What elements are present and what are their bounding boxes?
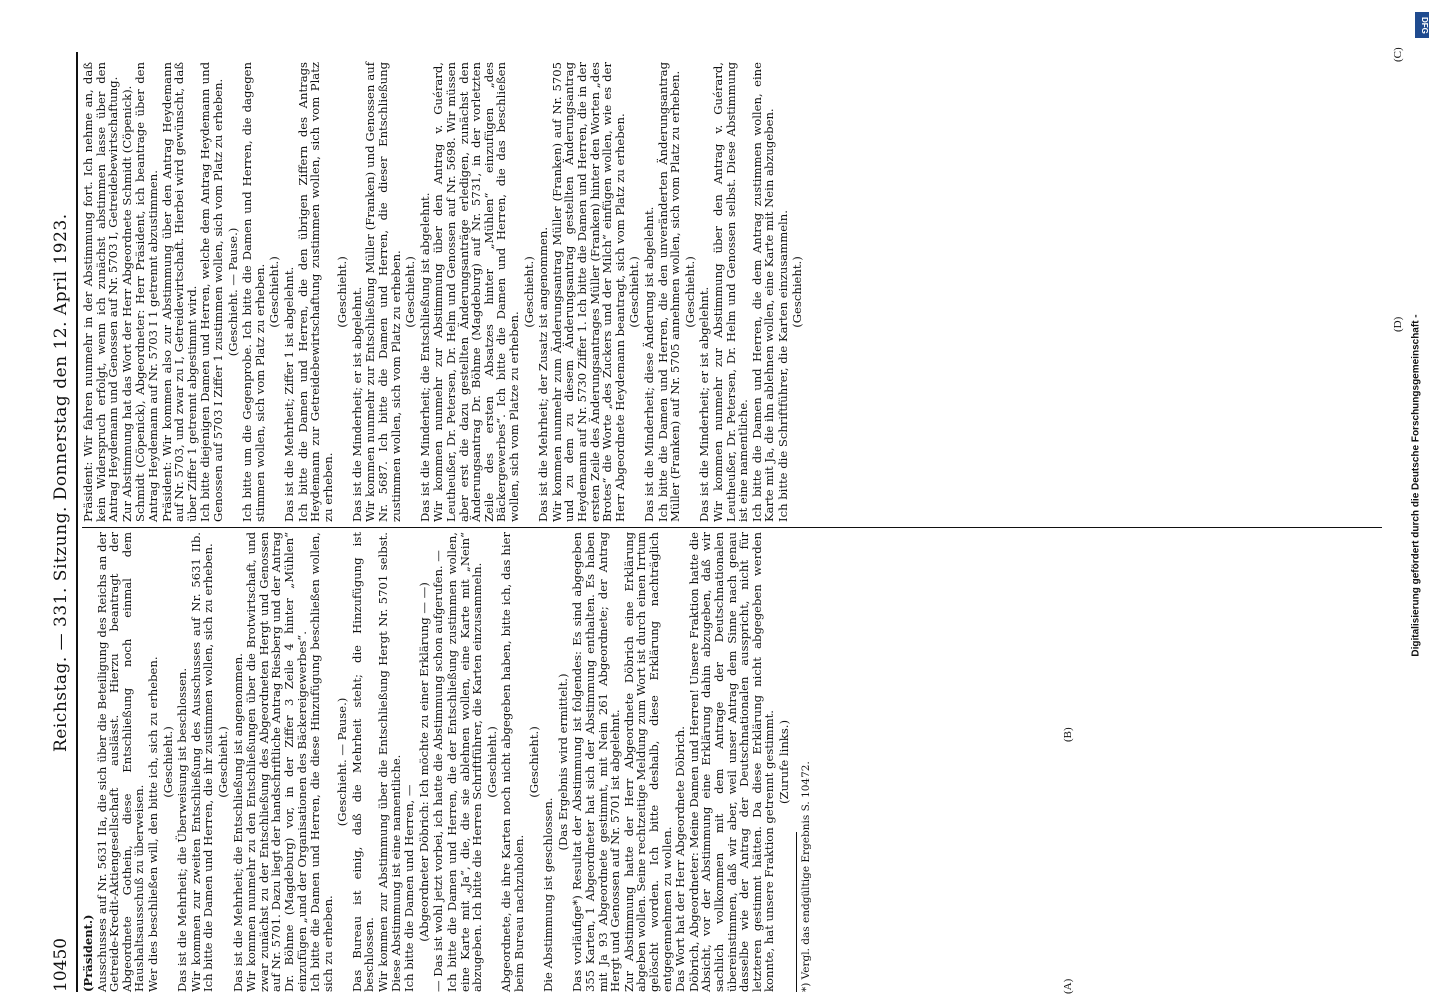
- paragraph: (Das Ergebnis wird ermittelt.): [555, 673, 570, 851]
- paragraph: Das ist die Minderheit; die Entschließung ist abgelehnt.: [417, 192, 432, 522]
- footnote: *) Vergl. das endgültige Ergebnis S. 10472.: [800, 761, 813, 992]
- paragraph: (Geschieht. — Pause.): [335, 697, 350, 827]
- paragraph: Zur Abstimmung hatte der Herr Abgeordnete Döbrich eine Erklärung abgeben wollen. Seine rechtzeitige Meldung zum Wort ist durch einen Irrtum gelöscht worden. Ich bitte deshalb, diese Erklärung nachträglich entgegennehmen zu wollen.: [621, 532, 674, 992]
- paragraph: (Geschieht.): [215, 726, 230, 798]
- paragraph: Ich bitte die Schriftführer, die Karten einzusammeln.: [775, 210, 790, 522]
- paragraph: Zur Abstimmung hat das Wort der Herr Abgeordnete Schmidt (Cöpenick).: [119, 85, 134, 522]
- column-divider: [82, 527, 1382, 528]
- paragraph: Ich bitte die Damen und Herren, die dem Antrag zustimmen wollen, eine Karte mit Ja, die ihn ablehnen wollen, eine Karte mit Nein abzugeben.: [749, 62, 777, 522]
- page-number: 10450: [51, 937, 71, 992]
- margin-marker-a: (A): [1062, 978, 1074, 994]
- margin-marker-b: (B): [1062, 727, 1074, 742]
- credit-text: Digitalisierung gefördert durch die Deutsche Forschungsgemeinschaft -: [1410, 314, 1422, 657]
- paragraph: Wir kommen nunmehr zu den Entschließungen über die Brotwirtschaft, und zwar zunächst zu der Entschließung des Abgeordneten Hergt und Genossen auf Nr. 5701. Dazu liegt der handschriftliche Antrag Riesberg und der Antrag Dr. Böhme (Magdeburg) vor, in der Ziffer 3 Zeile 4 hinter „Mühlen“ einzufügen „und der Organisationen des Bäckereigewerbes“.: [244, 532, 309, 992]
- paragraph: Die Abstimmung ist geschlossen.: [541, 797, 556, 992]
- paragraph: (Geschieht.): [403, 256, 418, 328]
- paragraph: Das Wort hat der Herr Abgeordnete Döbrich.: [673, 726, 688, 992]
- paragraph: Ich bitte um die Gegenprobe. Ich bitte die Damen und Herren, die dagegen stimmen wollen, sich vom Platz zu erheben.: [240, 62, 267, 522]
- footnote-rule: [796, 832, 797, 992]
- header-rule: [76, 52, 78, 992]
- paragraph: Das ist die Mehrheit; die Überweisung ist beschlossen.: [175, 667, 190, 992]
- paragraph: Das ist die Minderheit; er ist abgelehnt.: [697, 286, 712, 522]
- paragraph: Das vorläufige*) Resultat der Abstimmung ist folgendes: Es sind abgegeben 355 Karten, 1 Abgeordneter hat sich der Abstimmung enthalten. Es haben mit Ja 93 Abgeordnete gestimmt, mit Nein 261 Abgeordnete; der Antrag Hergt und Genossen auf Nr. 5701 ist abgelehnt.: [570, 532, 623, 992]
- margin-marker-d: (D): [1392, 316, 1404, 332]
- paragraph: Das ist die Mehrheit; Ziffer 1 ist abgelehnt.: [281, 266, 296, 522]
- paragraph: Ich bitte die Damen und Herren, die der Entschließung zustimmen wollen, eine Karte mit „Ja“, die, die sie ablehnen wollen, eine Karte mit „Nein“ abzugeben. Ich bitte die Herren Schriftführer, die Karten einzusammeln.: [445, 532, 485, 992]
- paragraph: Döbrich, Abgeordneter: Meine Damen und Herren! Unsere Fraktion hatte die Absicht, vor der Abstimmung eine Erklärung dahin abzugeben, daß wir sachlich vollkommen mit dem Antrage der Deutschnationalen übereinstimmen, daß wir aber, weil unser Antrag dem Sinne nach genau dasselbe wie der Antrag der Deutschnationalen ausspricht, nicht für letzteren gestimmt hätten. Da diese Erklärung nicht abgegeben werden konnte, hat unsere Fraktion getrennt gestimmt.: [686, 532, 777, 992]
- paragraph: Ich bitte die Damen und Herren, die den übrigen Ziffern des Antrags Heydemann zur Getreidebewirtschaftung zustimmen wollen, sich vom Platz zu erheben.: [295, 62, 335, 522]
- paragraph: (Präsident.): [81, 914, 95, 992]
- right-column: [82, 62, 806, 522]
- paragraph: (Zurufe links.): [776, 720, 791, 804]
- page-header: [50, 52, 74, 992]
- paragraph: (Geschieht.): [160, 726, 175, 798]
- paragraph: Wir kommen nunmehr zum Änderungsantrag Müller (Franken) auf Nr. 5705 und zu dem zu diesem Änderungsantrag gestellten Änderungsantrag Heydemann auf Nr. 5730 Ziffer 1. Ich bitte die Damen und Herren, die in der ersten Zeile des Änderungsantrages Müller (Franken) hinter den Worten „des Brotes“ die Worte „des Zuckers und der Milch“ einfügen wollen, wie es der Herr Abgeordnete Heydemann beantragt, sich vom Platz zu erheben.: [549, 62, 627, 522]
- paragraph: Ich bitte diejenigen Damen und Herren, welche dem Antrag Heydemann und Genossen auf 5703 I Ziffer 1 zustimmen wollen, sich vom Platz zu erheben.: [198, 62, 225, 522]
- paragraph: (Geschieht.): [526, 726, 541, 798]
- paragraph: Ich bitte die Damen und Herren, die diese Hinzufügung beschließen wollen, sich zu erheben.: [308, 532, 335, 992]
- paragraph: Ich bitte die Damen und Herren, die den unveränderten Änderungsantrag Müller (Franken) auf Nr. 5705 annehmen wollen, sich vom Platz zu erheben.: [655, 62, 683, 522]
- margin-marker-c: (C): [1392, 47, 1404, 62]
- page-title: Reichstag. — 331. Sitzung. Donnerstag den 12. April 1923.: [51, 213, 71, 752]
- paragraph: (Geschieht.): [335, 256, 350, 328]
- paragraph: Wir kommen zur zweiten Entschließung des Ausschusses auf Nr. 5631 IIb. Ich bitte die Damen und Herren, die ihr zustimmen wollen, sich zu erheben.: [188, 532, 216, 992]
- paragraph: (Geschieht.): [790, 256, 805, 328]
- digitization-credit: [1408, 40, 1428, 960]
- paragraph: Abgeordnete, die ihre Karten noch nicht abgegeben haben, bitte ich, das hier beim Bureau nachzuholen.: [499, 532, 526, 992]
- paragraph: Das Bureau ist einig, daß die Mehrheit steht; die Hinzufügung ist beschlossen.: [349, 532, 377, 992]
- paragraph: Wir kommen zur Abstimmung über die Entschließung Hergt Nr. 5701 selbst. Diese Abstimmung ist eine namentliche.: [376, 532, 403, 992]
- paragraph: Ausschusses auf Nr. 5631 IIa, die sich über die Beteiligung des Reichs an der Getreide-Kredit-Aktiengesellschaft auslässt. Hierzu beantragt der Abgeordnete Gothein, diese Entschließung noch einmal dem Haushaltsausschuß zu überweisen.: [94, 532, 147, 992]
- paragraph: Ich bitte die Damen und Herren, —: [402, 784, 417, 992]
- paragraph: (Geschieht.): [627, 256, 642, 328]
- paragraph: (Geschieht. — Pause.): [225, 227, 240, 357]
- paragraph: — Das ist wohl jetzt vorbei, ich hatte die Abstimmung schon aufgerufen. —: [431, 550, 446, 992]
- paragraph: Das ist die Minderheit; diese Änderung ist abgelehnt.: [641, 206, 656, 522]
- paragraph: (Geschieht.): [267, 256, 282, 328]
- paragraph: Wir kommen nunmehr zur Abstimmung über den Antrag v. Guérard, Leutheußer, Dr. Petersen, Dr. Helm und Genossen selbst. Diese Abstimmung ist eine namentliche.: [710, 62, 751, 522]
- paragraph: Wer dies beschließen will, den bitte ich, sich zu erheben.: [145, 656, 160, 992]
- paragraph: (Abgeordneter Döbrich: Ich möchte zu einer Erklärung — —): [416, 582, 431, 942]
- paragraph: (Geschieht.): [682, 256, 697, 328]
- rotated-page: [50, 2, 1415, 992]
- paragraph: (Geschieht.): [521, 256, 536, 328]
- paragraph: Präsident: Wir kommen also zur Abstimmung über den Antrag Heydemann auf Nr. 5703, und zwar zu I, Getreidewirtschaft. Hierbei wird gewünscht, daß über Ziffer 1 getrennt abgestimmt wird.: [159, 62, 199, 522]
- paragraph: (Geschieht.): [484, 726, 499, 798]
- left-column: [82, 532, 814, 992]
- paragraph: Das ist die Minderheit; er ist abgelehnt.: [349, 286, 364, 522]
- paragraph: Wir kommen nunmehr zur Entschließung Müller (Franken) und Genossen auf Nr. 5687. Ich bitte die Damen und Herren, die dieser Entschließung zustimmen wollen, sich vom Platz zu erheben.: [363, 62, 403, 522]
- paragraph: Wir kommen nunmehr zur Abstimmung über den Antrag v. Guérard, Leutheußer, Dr. Petersen, Dr. Helm und Genossen auf Nr. 5698. Wir müssen aber erst die dazu gestellten Änderungsanträge erledigen, zunächst den Änderungsantrag Dr. Böhme (Magdeburg) auf Nr. 5731, in der vorletzten Zeile des ersten Absatzes hinter „Mühlen“ einzufügen „des Bäckergewerbes“. Ich bitte die Damen und Herren, die das beschließen wollen, sich vom Platze zu erheben.: [431, 62, 521, 522]
- dfg-logo: DFG: [1415, 12, 1429, 38]
- paragraph: Das ist die Mehrheit; der Zusatz ist angenommen.: [536, 226, 551, 522]
- paragraph: Das ist die Mehrheit; die Entschließung ist angenommen.: [230, 653, 245, 992]
- paragraph: Präsident: Wir fahren nunmehr in der Abstimmung fort. Ich nehme an, daß kein Widerspruch erfolgt, wenn ich zunächst abstimmen lasse über den Antrag Heydemann und Genossen auf Nr. 5703 I, Getreidebewirtschaftung.: [81, 62, 121, 522]
- paragraph: Schmidt (Cöpenick), Abgeordneter: Herr Präsident, ich beantrage über den Antrag Heydemann auf Nr. 5703 I 1 getrennt abzustimmen.: [133, 62, 160, 522]
